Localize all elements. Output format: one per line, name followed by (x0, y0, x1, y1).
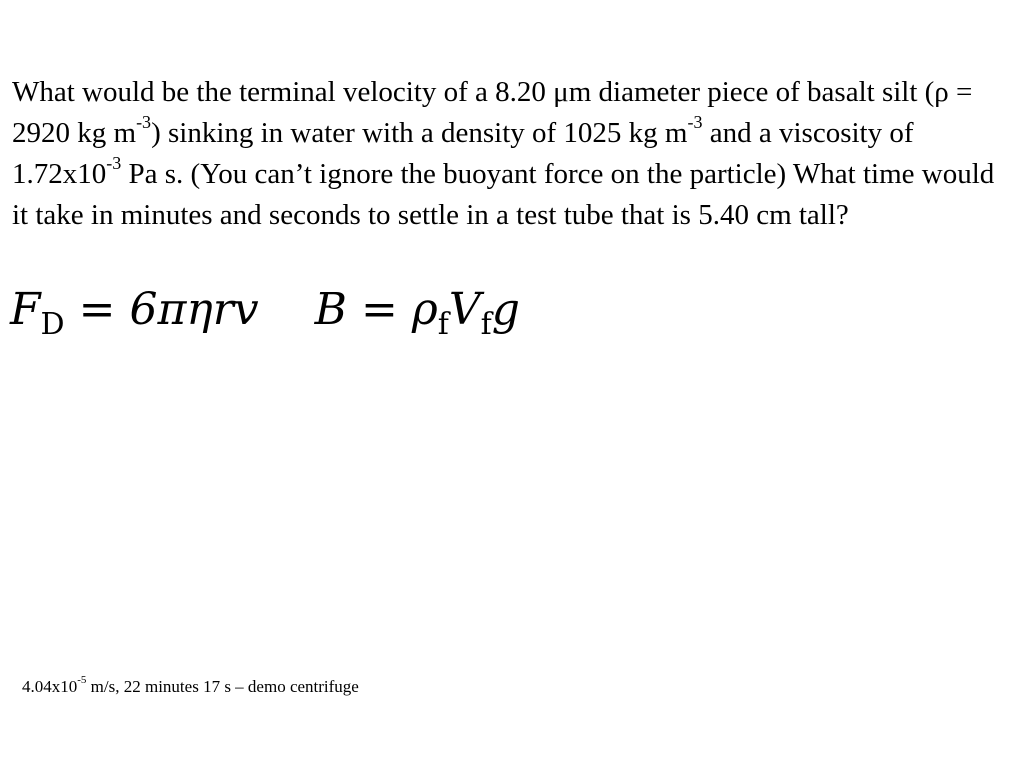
drag-force-equation (10, 284, 259, 342)
buoyancy-equation (314, 284, 520, 342)
density-subscript: f (437, 307, 449, 342)
exponent: -3 (106, 153, 122, 174)
volume-subscript: f (480, 307, 492, 342)
question-text (12, 72, 1012, 236)
question-part-2: ) sinking in water with a density of 1025 kg m (151, 117, 688, 149)
drag-symbol: F (10, 284, 41, 335)
volume-symbol: V (448, 284, 481, 335)
answer-note (22, 676, 359, 698)
equals-sign: = (78, 284, 116, 335)
buoyancy-symbol: B (314, 284, 347, 335)
gravity-symbol: g (491, 284, 520, 335)
question-part-4: Pa s. (You can’t ignore the buoyant force on the particle) What time would it take in minutes and seconds to settle in a test tube that is 5.40 cm tall? (12, 158, 995, 231)
question-part-3: and a viscosity of 1.72x10 (12, 117, 914, 190)
density-symbol: ρ (411, 284, 438, 335)
question-part-1: What would be the terminal velocity of a 8.20 μm diameter piece of basalt silt (ρ = 2920 kg m (12, 76, 973, 149)
answer-part-2: m/s, 22 minutes 17 s – demo centrifuge (86, 677, 359, 696)
exponent: -5 (77, 674, 87, 687)
drag-expression: 6πηrv (129, 284, 259, 335)
equals-sign: = (360, 284, 398, 335)
exponent: -3 (687, 112, 703, 133)
exponent: -3 (136, 112, 152, 133)
equations (10, 282, 520, 343)
answer-part-1: 4.04x10 (22, 677, 78, 696)
drag-subscript: D (40, 307, 65, 342)
